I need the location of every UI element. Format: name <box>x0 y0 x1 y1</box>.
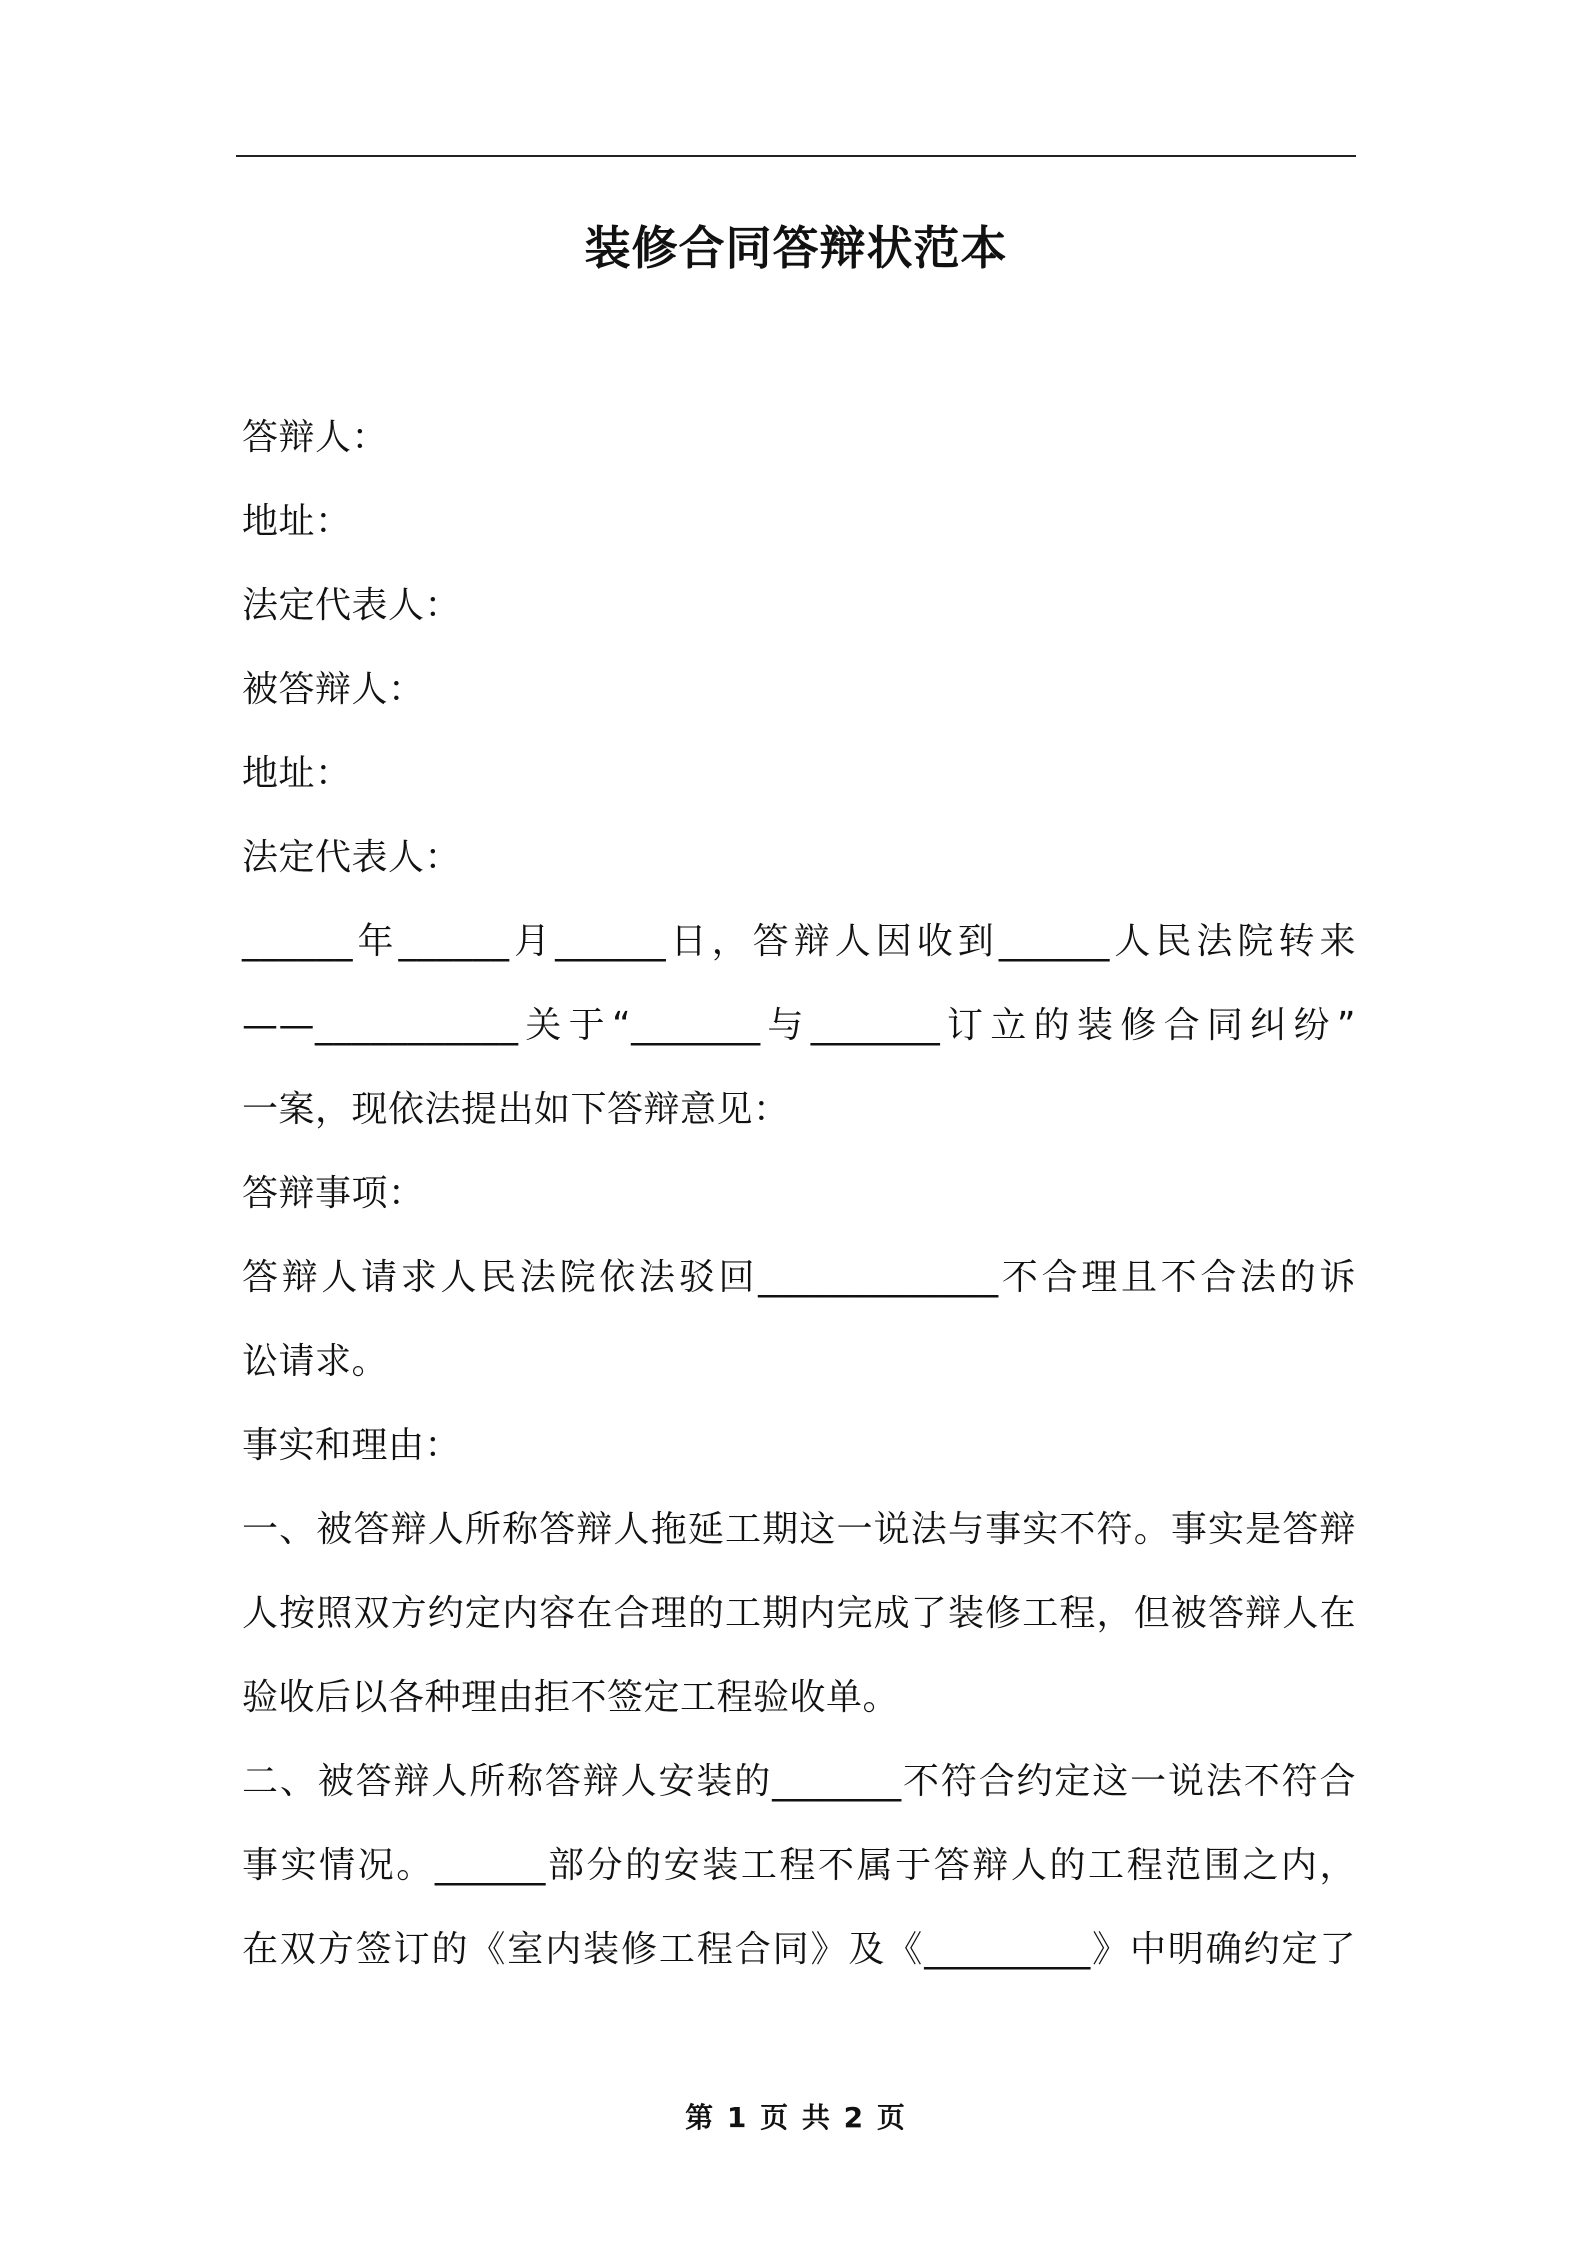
intro-line-3: 一案，现依法提出如下答辩意见： <box>242 1089 790 1130</box>
plaintiff-label: 被答辩人： <box>242 669 425 710</box>
point-two-line-2: 事实情况。______部分的安装工程不属于答辩人的工程范围之内， <box>242 1845 1356 1886</box>
respondent-label: 答辩人： <box>242 417 389 458</box>
defense-matters-line-1: 答辩人请求人民法院依法驳回_____________不合理且不合法的诉 <box>242 1257 1356 1298</box>
respondent-representative-label: 法定代表人： <box>242 585 462 626</box>
header-rule <box>236 155 1356 157</box>
point-one-line-2: 人按照双方约定内容在合理的工期内完成了装修工程，但被答辩人在 <box>242 1593 1356 1634</box>
defense-matters-line-2: 讼请求。 <box>242 1341 389 1382</box>
point-two-line-1: 二、被答辩人所称答辩人安装的_______不符合约定这一说法不符合 <box>242 1761 1356 1802</box>
intro-line-2: ——___________关于“_______与_______订立的装修合同纠纷” <box>242 1005 1356 1046</box>
plaintiff-representative-label: 法定代表人： <box>242 837 462 878</box>
defense-matters-heading: 答辩事项： <box>242 1173 425 1214</box>
document-title: 装修合同答辩状范本 <box>584 221 1008 275</box>
plaintiff-address-label: 地址： <box>242 753 352 794</box>
page-footer: 第 1 页 共 2 页 <box>685 2101 907 2134</box>
point-one-line-1: 一、被答辩人所称答辩人拖延工期这一说法与事实不符。事实是答辩 <box>242 1509 1356 1550</box>
intro-line-1: ______年______月______日，答辩人因收到______人民法院转来 <box>242 921 1356 962</box>
point-one-line-3: 验收后以各种理由拒不签定工程验收单。 <box>242 1677 900 1718</box>
respondent-address-label: 地址： <box>242 501 352 542</box>
facts-heading: 事实和理由： <box>242 1425 462 1466</box>
point-two-line-3: 在双方签订的《室内装修工程合同》及《_________》中明确约定了 <box>242 1929 1356 1970</box>
